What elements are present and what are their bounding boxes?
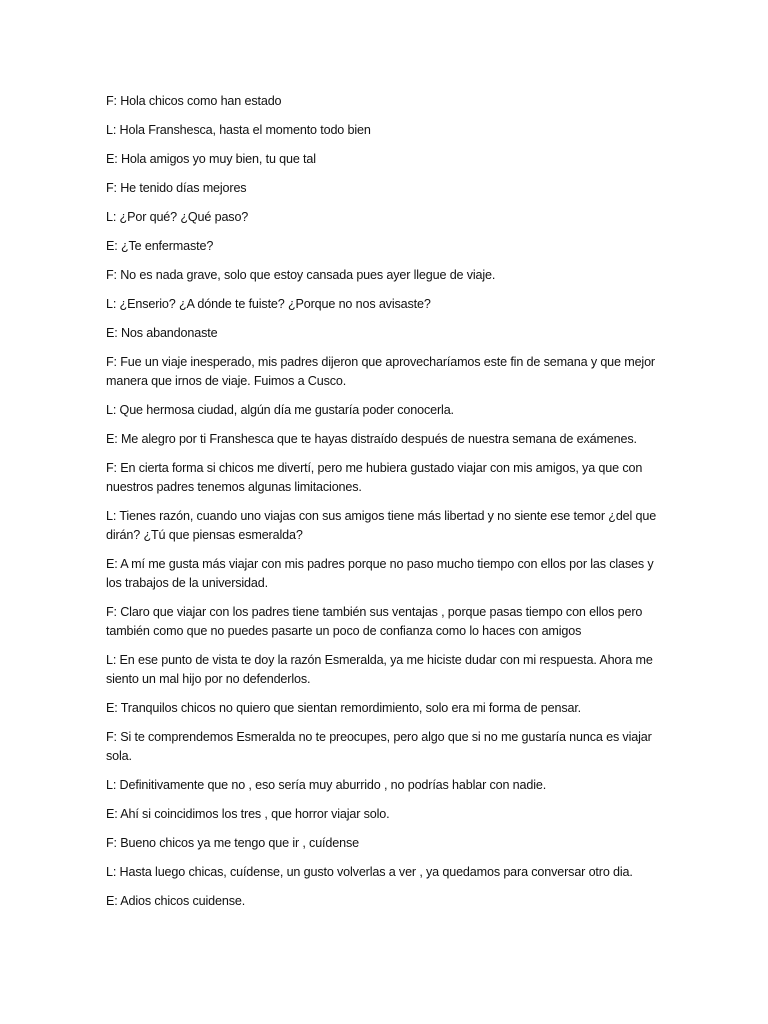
dialogue-line: L: Tienes razón, cuando uno viajas con sus amigos tiene más libertad y no siente ese temor ¿del que dirán? ¿Tú que piensas esmeralda?	[106, 509, 657, 542]
dialogue-line: F: Bueno chicos ya me tengo que ir , cuídense	[106, 836, 359, 850]
dialogue-line: F: Hola chicos como han estado	[106, 94, 282, 108]
dialogue-line: L: ¿Por qué? ¿Qué paso?	[106, 210, 249, 224]
dialogue-line: L: En ese punto de vista te doy la razón Esmeralda, ya me hiciste dudar con mi respuesta. Ahora me siento un mal hijo por no defenderlos.	[106, 653, 653, 686]
dialogue-line: F: Fue un viaje inesperado, mis padres dijeron que aprovecharíamos este fin de semana y que mejor manera que irnos de viaje. Fuimos a Cusco.	[106, 355, 655, 388]
dialogue-line: F: He tenido días mejores	[106, 181, 247, 195]
dialogue-line: L: Definitivamente que no , eso sería muy aburrido , no podrías hablar con nadie.	[106, 778, 547, 792]
dialogue-line: F: No es nada grave, solo que estoy cansada pues ayer llegue de viaje.	[106, 268, 496, 282]
dialogue-line: E: Nos abandonaste	[106, 326, 218, 340]
dialogue-line: F: Claro que viajar con los padres tiene también sus ventajas , porque pasas tiempo con ellos pero también como que no puedes pasarte un poco de confianza como lo haces con amigos	[106, 605, 643, 638]
dialogue-line: L: Hasta luego chicas, cuídense, un gusto volverlas a ver , ya quedamos para conversar otro dia.	[106, 865, 633, 879]
dialogue-line: L: Hola Franshesca, hasta el momento todo bien	[106, 123, 371, 137]
dialogue-line: E: Ahí si coincidimos los tres , que horror viajar solo.	[106, 807, 390, 821]
dialogue-line: L: Que hermosa ciudad, algún día me gustaría poder conocerla.	[106, 403, 454, 417]
dialogue-line: E: Hola amigos yo muy bien, tu que tal	[106, 152, 316, 166]
dialogue-line: F: Si te comprendemos Esmeralda no te preocupes, pero algo que si no me gustaría nunca es viajar sola.	[106, 730, 652, 763]
dialogue-line: E: ¿Te enfermaste?	[106, 239, 214, 253]
dialogue-line: E: Tranquilos chicos no quiero que sientan remordimiento, solo era mi forma de pensar.	[106, 701, 582, 715]
dialogue-line: E: A mí me gusta más viajar con mis padres porque no paso mucho tiempo con ellos por las clases y los trabajos de la universidad.	[106, 557, 654, 590]
dialogue-line: E: Adios chicos cuidense.	[106, 894, 246, 908]
dialogue-line: L: ¿Enserio? ¿A dónde te fuiste? ¿Porque no nos avisaste?	[106, 297, 431, 311]
document-page	[106, 92, 666, 921]
dialogue-line: F: En cierta forma si chicos me divertí, pero me hubiera gustado viajar con mis amigos, ya que con nuestros padres tenemos algunas limitaciones.	[106, 461, 643, 494]
dialogue-line: E: Me alegro por ti Franshesca que te hayas distraído después de nuestra semana de exámenes.	[106, 432, 637, 446]
